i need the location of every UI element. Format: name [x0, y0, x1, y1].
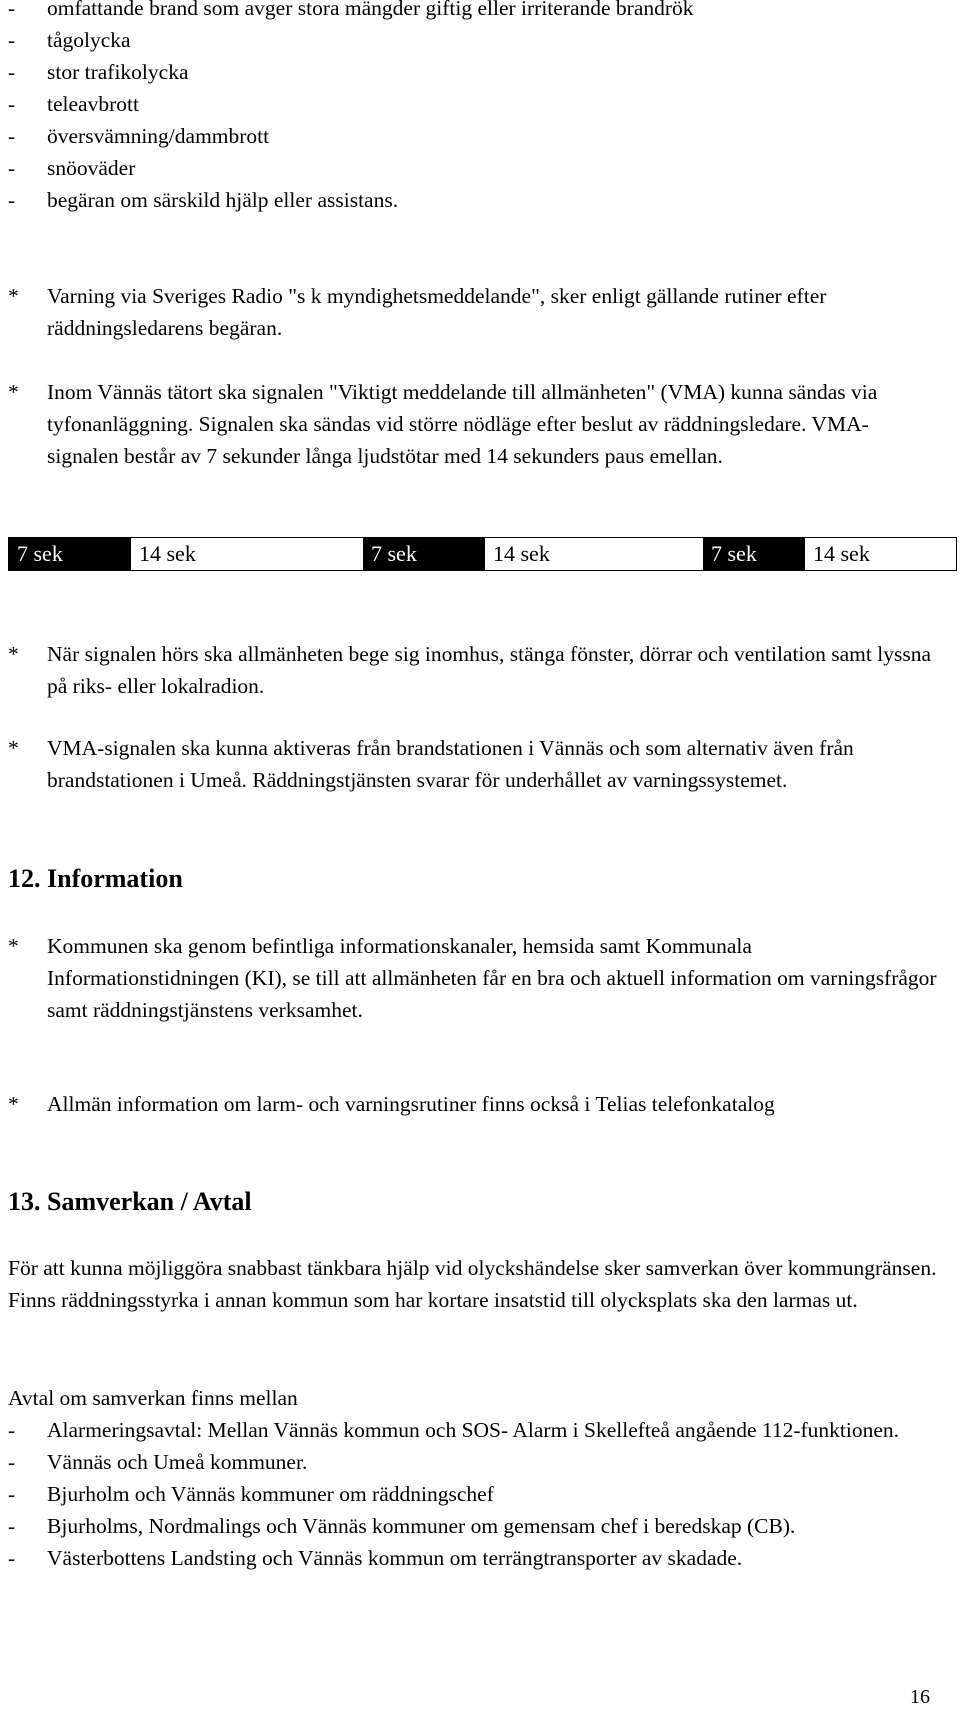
bullet-paragraph: * VMA-signalen ska kunna aktiveras från brandstationen i Vännäs och som alternativ även från brandstationen i Umeå. Räddningstjänsten svarar för underhållet av varningssystemet.	[8, 736, 854, 792]
agreements-title: Avtal om samverkan finns mellan	[8, 1386, 298, 1410]
bullet-paragraph: * Varning via Sveriges Radio "s k myndighetsmeddelande", sker enligt gällande rutiner efter räddningsledarens begäran.	[8, 284, 827, 340]
section-heading: 12. Information	[8, 864, 183, 893]
list-item: - Alarmeringsavtal: Mellan Vännäs kommun och SOS- Alarm i Skellefteå angående 112-funktionen.	[8, 1418, 900, 1442]
list-item: - Bjurholms, Nordmalings och Vännäs kommuner om gemensam chef i beredskap (CB).	[8, 1514, 796, 1538]
vma-signal-bullet	[8, 376, 938, 472]
bullet-paragraph: * När signalen hörs ska allmänheten bege sig inomhus, stänga fönster, dörrar och ventilation samt lyssna på riks- eller lokalradion.	[8, 642, 932, 698]
list-item: - omfattande brand som avger stora mängder giftig eller irriterande brandrök	[8, 0, 694, 20]
signal-pause-segment: 14 sek	[131, 538, 363, 570]
list-item: - Västerbottens Landsting och Vännäs kommun om terrängtransporter av skadade.	[8, 1546, 743, 1570]
list-item: - översvämning/dammbrott	[8, 124, 270, 148]
radio-warning-bullet	[8, 280, 938, 344]
section-heading: 13. Samverkan / Avtal	[8, 1187, 252, 1216]
page-number: 16	[910, 1686, 930, 1708]
signal-on-segment: 7 sek	[703, 538, 805, 570]
list-item: - snöoväder	[8, 156, 136, 180]
signal-on-segment: 7 sek	[9, 538, 131, 570]
list-item: - tågolycka	[8, 28, 131, 52]
section-intro: För att kunna möjliggöra snabbast tänkbara hjälp vid olyckshändelse sker samverkan över kommungränsen. Finns räddningsstyrka i annan kommun som har kortare insatstid till olycksplats ska den larmas ut.	[8, 1256, 937, 1312]
incident-list	[8, 0, 938, 216]
signal-pause-segment: 14 sek	[485, 538, 703, 570]
information-bullet	[8, 930, 938, 1026]
bullet-paragraph: * Kommunen ska genom befintliga informationskanaler, hemsida samt Kommunala Informationstidningen (KI), se till att allmänheten får en bra och aktuell information om varningsfrågor samt räddningstjänstens verksamhet.	[8, 934, 937, 1022]
public-instruction-bullet	[8, 638, 938, 702]
list-item: - Vännäs och Umeå kommuner.	[8, 1450, 308, 1474]
bullet-paragraph: * Inom Vännäs tätort ska signalen "Viktigt meddelande till allmänheten" (VMA) kunna sändas via tyfonanläggning. Signalen ska sändas vid större nödläge efter beslut av räddningsledare. VMA-signalen består av 7 sekunder långa ljudstötar med 14 sekunders paus emellan.	[8, 380, 878, 468]
bullet-paragraph: * Allmän information om larm- och varningsrutiner finns också i Telias telefonkatalog	[8, 1092, 775, 1116]
signal-pause-segment: 14 sek	[805, 538, 956, 570]
agreements-list	[8, 1414, 938, 1574]
activation-bullet	[8, 732, 938, 796]
list-item: - stor trafikolycka	[8, 60, 189, 84]
list-item: - Bjurholm och Vännäs kommuner om räddningschef	[8, 1482, 494, 1506]
information-bullet	[8, 1088, 938, 1120]
vma-signal-pattern	[8, 537, 957, 571]
list-item: - begäran om särskild hjälp eller assistans.	[8, 188, 399, 212]
list-item: - teleavbrott	[8, 92, 139, 116]
signal-on-segment: 7 sek	[363, 538, 485, 570]
